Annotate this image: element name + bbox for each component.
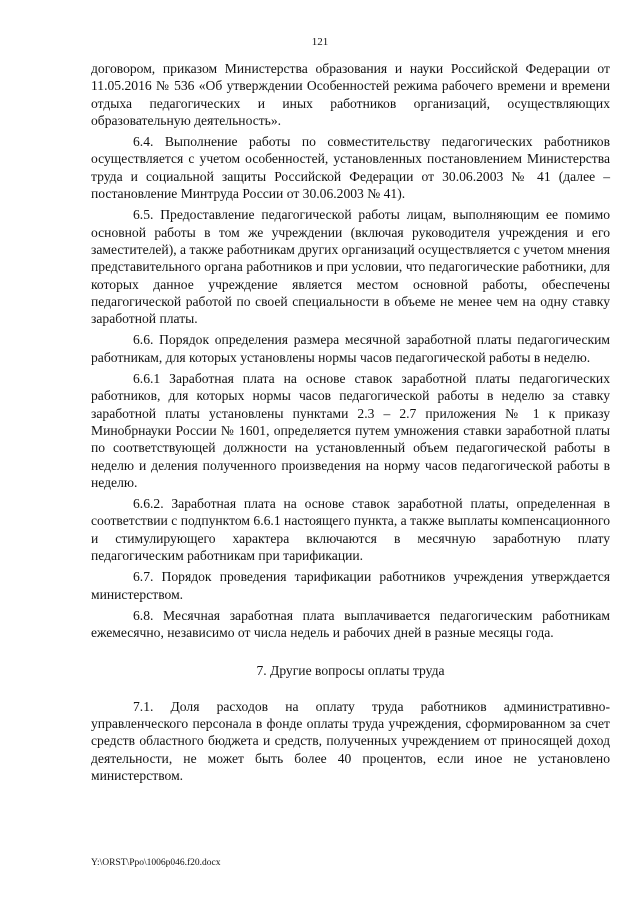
- paragraph-continuation: договором, приказом Министерства образования и науки Российской Федерации от 11.05.2016 № 536 «Об утверждении Особенностей режима рабочего времени и времени отдыха педагогических и иных работников организаций, осуществляющих образовательную деятельность».: [91, 61, 610, 128]
- paragraph-6-6-2: 6.6.2. Заработная плата на основе ставок заработной платы, определенная в соответствии с подпунктом 6.6.1 настоящего пункта, а также выплаты компенсационного и стимулирующего характера включаются в месячную заработную плату педагогическим работникам при тарификации.: [91, 496, 610, 564]
- paragraph-6-8: 6.8. Месячная заработная плата выплачивается педагогическим работникам ежемесячно, независимо от числа недель и рабочих дней в разные месяцы года.: [91, 607, 610, 641]
- paragraph-6-7: 6.7. Порядок проведения тарификации работников учреждения утверждается министерством.: [91, 569, 610, 602]
- document-body: [91, 60, 610, 788]
- paragraph-6-6: 6.6. Порядок определения размера месячной заработной платы педагогическим работникам, для которых установлены нормы часов педагогической работы в неделю.: [91, 332, 610, 365]
- paragraph-6-5: 6.5. Предоставление педагогической работы лицам, выполняющим ее помимо основной работы в том же учреждении (включая руководителя учреждения и его заместителей), а также работникам других организаций осуществляется с учетом мнения представительного органа работников и при условии, что педагогические работники, для которых данное учреждение является местом основной работы, обеспечены педагогической работой по своей специальности в объеме не менее чем на одну ставку заработной платы.: [91, 207, 610, 327]
- footer-file-path: Y:\ORST\Ppo\1006p046.f20.docx: [91, 858, 221, 868]
- paragraph-7-1: 7.1. Доля расходов на оплату труда работников административно-управленческого персонала в фонде оплаты труда учреждения, сформированном за счет средств областного бюджета и средств, полученных учреждением от приносящей доход деятельности, не может быть более 40 процентов, если иное не установлено министерством.: [91, 698, 610, 783]
- paragraph-6-6-1: 6.6.1 Заработная плата на основе ставок заработной платы педагогических работников, для которых нормы часов педагогической работы в неделю за ставку заработной платы установлены пунктами 2.3 – 2.7 приложения № 1 к приказу Минобрнауки России № 1601, определяется путем умножения ставки заработной платы по соответствующей должности на установленный объем педагогической работы в неделю и деления полученного произведения на норму часов педагогической работы в неделю.: [91, 371, 610, 490]
- page-number: 121: [311, 36, 329, 48]
- section-heading: 7. Другие вопросы оплаты труда: [256, 662, 445, 678]
- paragraph-6-4: 6.4. Выполнение работы по совместительству педагогических работников осуществляется с учетом особенностей, установленных постановлением Министерства труда и социальной защиты Российской Федерации от 30.06.2003 № 41 (далее – постановление Минтруда России от 30.06.2003 № 41).: [91, 134, 610, 202]
